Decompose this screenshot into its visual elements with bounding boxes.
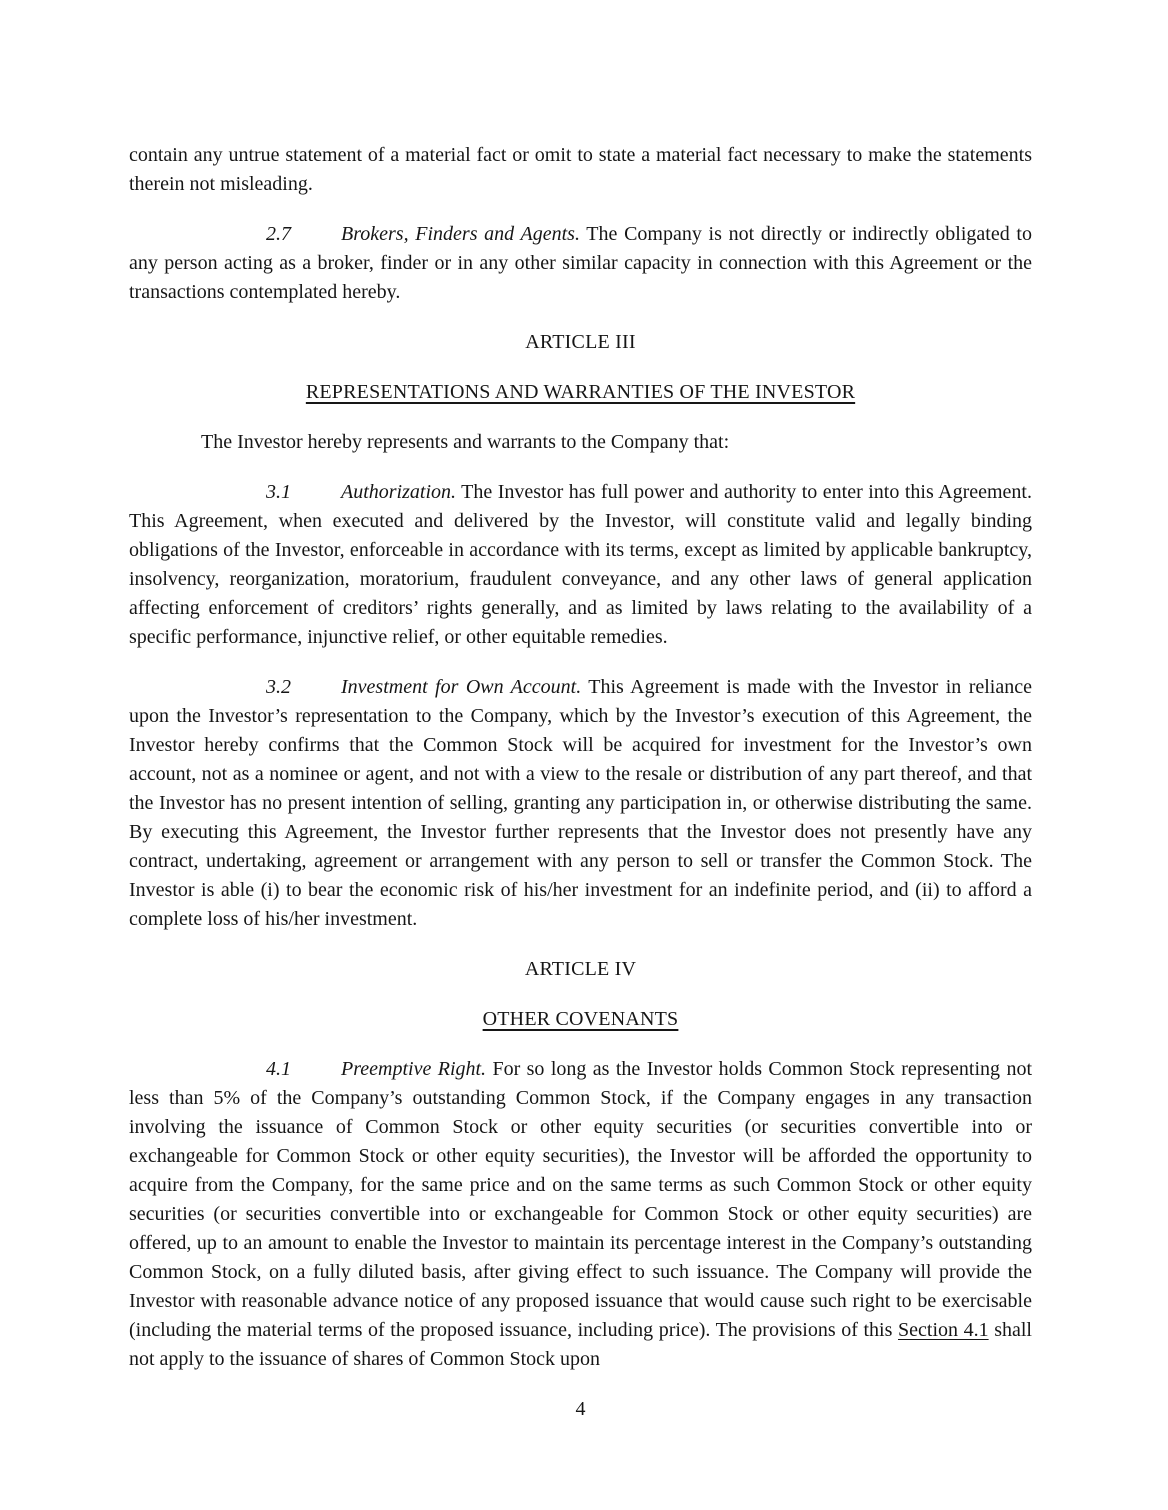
section-3-2 — [129, 673, 1032, 934]
article-iv-subtitle-text: OTHER COVENANTS — [482, 1008, 679, 1030]
section-4-1-body-pre: For so long as the Investor holds Common Stock representing not less than 5% of the Company’s outstanding Common Stock, if the Company engages in any transaction involving the issuance of Common Stock or other equity securities (or securities convertible into or exchangeable for Common Stock or other equity securities), the Investor will be afforded the opportunity to acquire from the Company, for the same price and on the same terms as such Common Stock or other equity securities (or securities convertible into or exchangeable for Common Stock or other equity securities) are offered, up to an amount to enable the Investor to maintain its percentage interest in the Company’s outstanding Common Stock, on a fully diluted basis, after giving effect to such issuance. The Company will provide the Investor with reasonable advance notice of any proposed issuance that would cause such right to be exercisable (including the material terms of the proposed issuance, including price). The provisions of this — [129, 1058, 1032, 1341]
section-2-7-heading: Brokers, Finders and Agents. — [341, 223, 580, 245]
section-3-2-heading: Investment for Own Account. — [341, 676, 582, 698]
section-4-1 — [129, 1055, 1032, 1374]
intro-paragraph: The Investor hereby represents and warrants to the Company that: — [201, 431, 730, 453]
section-4-1-heading: Preemptive Right. — [341, 1058, 487, 1080]
section-3-1-number: 3.1 — [266, 481, 291, 503]
article-iv-subtitle — [129, 1005, 1032, 1034]
section-3-2-number: 3.2 — [266, 676, 291, 698]
section-3-2-body: This Agreement is made with the Investor in reliance upon the Investor’s representation to the Company, which by the Investor’s execution of this Agreement, the Investor hereby confirms that the Common Stock will be acquired for investment for the Investor’s own account, not as a nominee or agent, and not with a view to the resale or distribution of any part thereof, and that the Investor has no present intention of selling, granting any participation in, or otherwise distributing the same. By executing this Agreement, the Investor further represents that the Investor does not presently have any contract, undertaking, agreement or arrangement with any person to sell or transfer the Common Stock. The Investor is able (i) to bear the economic risk of his/her investment for an indefinite period, and (ii) to afford a complete loss of his/her investment. — [129, 676, 1032, 930]
section-3-1-body: The Investor has full power and authority to enter into this Agreement. This Agreement, when executed and delivered by the Investor, will constitute valid and legally binding obligations of the Investor, enforceable in accordance with its terms, except as limited by applicable bankruptcy, insolvency, reorganization, moratorium, fraudulent conveyance, and any other laws of general application affecting enforcement of creditors’ rights generally, and as limited by laws relating to the availability of a specific performance, injunctive relief, or other equitable remedies. — [129, 481, 1032, 648]
article-iii-subtitle-text: REPRESENTATIONS AND WARRANTIES OF THE INVESTOR — [305, 381, 856, 403]
section-4-1-body-post: shall not apply to the issuance of shares of Common Stock upon — [129, 1319, 1032, 1370]
article-iv-title: ARTICLE IV — [524, 958, 637, 980]
page-number: 4 — [575, 1398, 586, 1420]
section-2-7-number: 2.7 — [266, 223, 291, 245]
section-2-7-body: The Company is not directly or indirectly obligated to any person acting as a broker, finder or in any other similar capacity in connection with this Agreement or the transactions contemplated hereby. — [129, 223, 1032, 303]
section-3-1-heading: Authorization. — [341, 481, 457, 503]
section-4-1-number: 4.1 — [266, 1058, 291, 1080]
section-4-1-cross-reference: Section 4.1 — [898, 1319, 989, 1341]
paragraph-continuation: contain any untrue statement of a material fact or omit to state a material fact necessary to make the statements therein not misleading. — [129, 144, 1032, 195]
section-3-1 — [129, 478, 1032, 652]
article-iii-title: ARTICLE III — [525, 331, 636, 353]
article-iii-subtitle — [129, 378, 1032, 407]
section-2-7 — [129, 220, 1032, 307]
